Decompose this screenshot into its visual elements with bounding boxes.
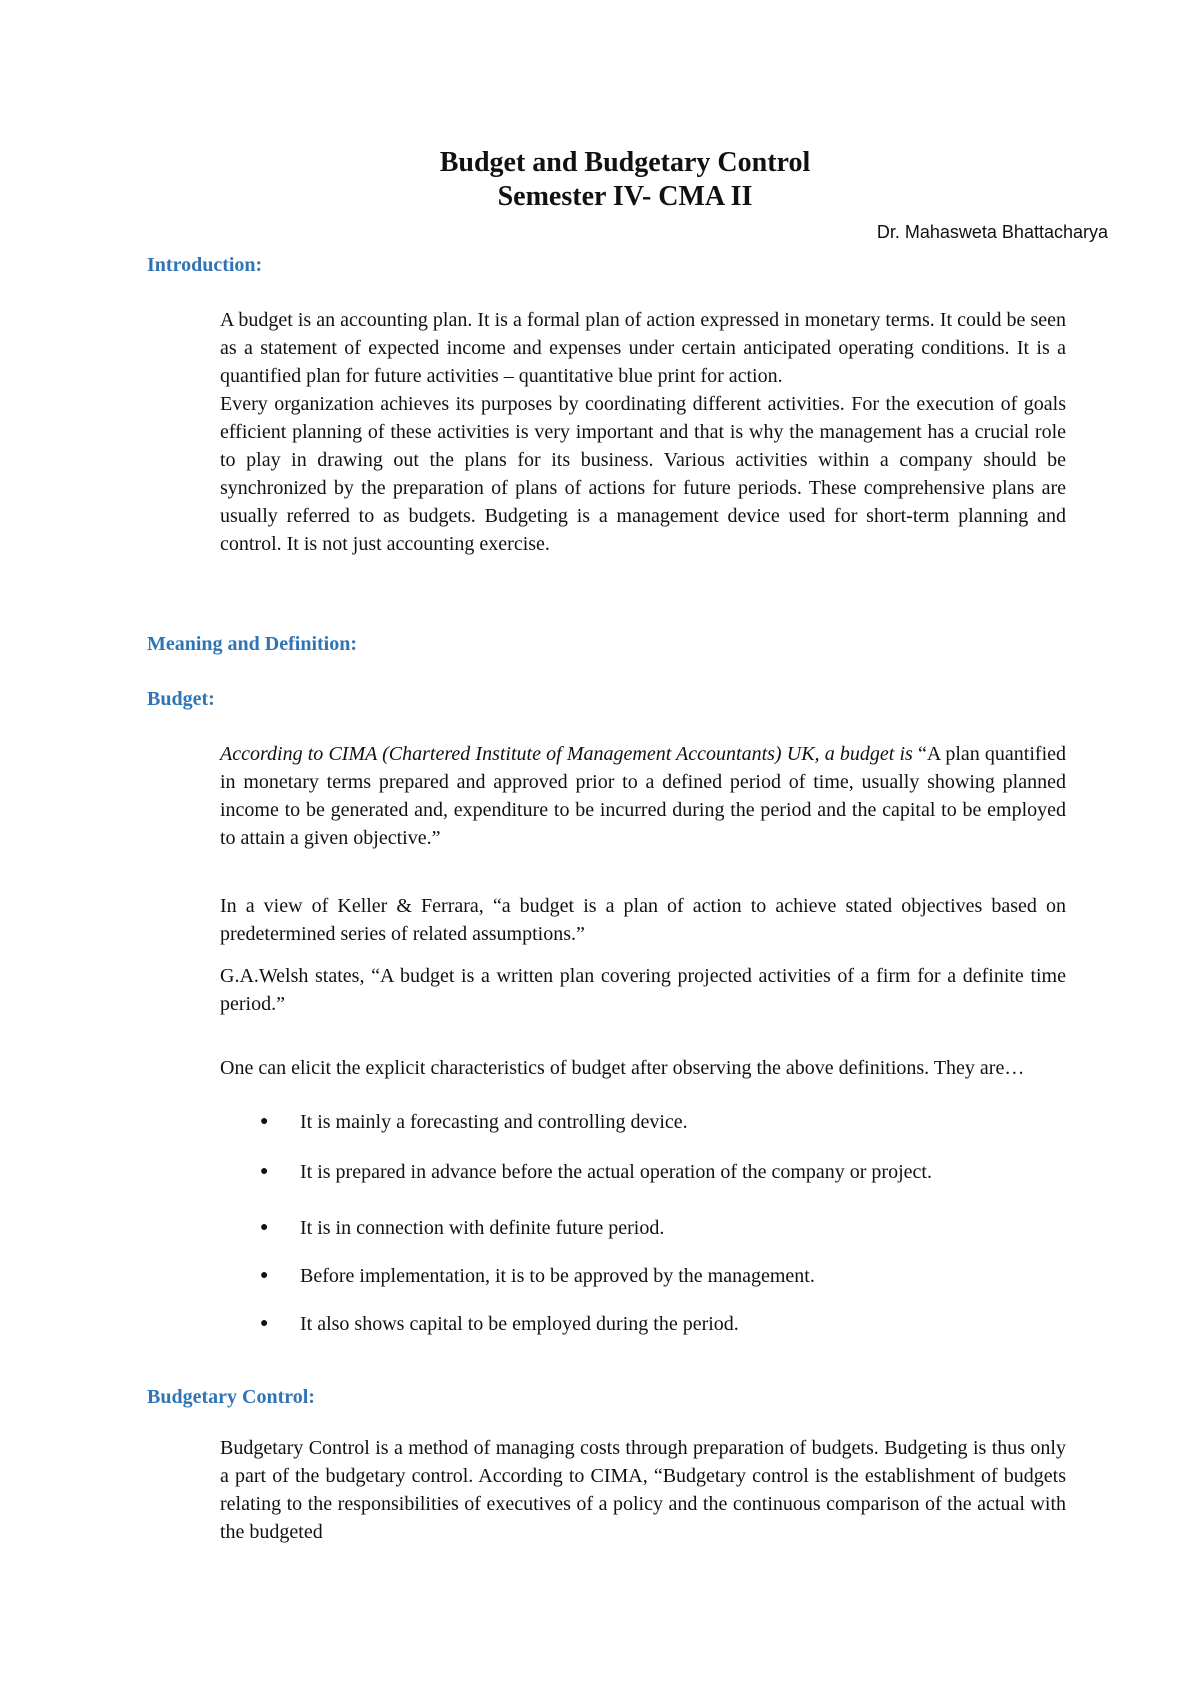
document-title: Budget and Budgetary Control (439, 147, 811, 178)
characteristics-intro: One can elicit the explicit characteristics of budget after observing the above definitions. They are… (220, 1057, 1025, 1079)
heading-budget: Budget: (147, 688, 215, 710)
heading-meaning-definition: Meaning and Definition: (147, 633, 358, 655)
budgetary-control-body: Budgetary Control is a method of managing costs through preparation of budgets. Budgeting is thus only a part of the budgetary control. According to CIMA, “Budgetary control is the establishment of budgets relating to the responsibilities of executives of a policy and the continuous comparison of the actual with the budgeted (220, 1437, 1066, 1543)
heading-budgetary-control: Budgetary Control: (147, 1386, 315, 1408)
list-item: ● It is in connection with definite future period. (220, 1214, 1066, 1242)
cima-quote: “A plan quantified in monetary terms prepared and approved prior to a defined period of time, usually showing planned income to be generated and, expenditure to be incurred during the period and the capital to be employed to attain a given objective.” (220, 743, 1067, 849)
author-name: Dr. Mahasweta Bhattacharya (876, 222, 1108, 242)
heading-introduction: Introduction: (147, 254, 263, 276)
introduction-paragraph-1: A budget is an accounting plan. It is a formal plan of action expressed in monetary terms. It could be seen as a statement of expected income and expenses under certain anticipated operating conditions. It is a quantified plan for future activities – quantitative blue print for action. (220, 309, 1066, 387)
introduction-body (220, 306, 1066, 558)
title-block (0, 146, 1200, 214)
document-subtitle: Semester IV- CMA II (497, 181, 753, 212)
list-item: ● It is prepared in advance before the actual operation of the company or project. (220, 1158, 1066, 1186)
keller-definition: In a view of Keller & Ferrara, “a budget is a plan of action to achieve stated objectives based on predetermined series of related assumptions.” (220, 895, 1066, 945)
introduction-paragraph-2: Every organization achieves its purposes by coordinating different activities. For the execution of goals efficient planning of these activities is very important and that is why the management has a crucial role to play in drawing out the plans for its business. Various activities within a company should be synchronized by the preparation of plans of actions for future periods. These comprehensive plans are usually referred to as budgets. Budgeting is a management device used for short-term planning and control. It is not just accounting exercise. (220, 393, 1066, 555)
list-item: ● It is mainly a forecasting and controlling device. (220, 1108, 1066, 1136)
cima-intro: According to CIMA (Chartered Institute of Management Accountants) UK, a budget is (220, 743, 913, 765)
cima-definition (220, 740, 1066, 852)
list-item: ● It also shows capital to be employed during the period. (220, 1310, 1066, 1338)
welsh-definition: G.A.Welsh states, “A budget is a written plan covering projected activities of a firm for a definite time period.” (220, 965, 1066, 1015)
list-item: ● Before implementation, it is to be approved by the management. (220, 1262, 1066, 1290)
